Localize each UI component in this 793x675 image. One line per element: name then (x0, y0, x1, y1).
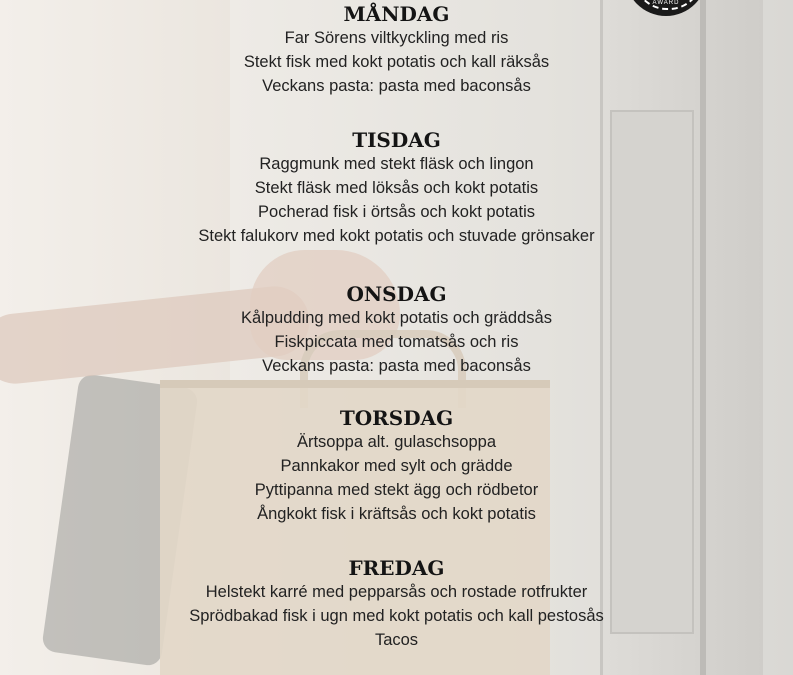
dish-item: Helstekt karré med pepparsås och rostade rotfrukter (205, 583, 588, 601)
day-title: TISDAG (352, 128, 441, 152)
dish-item: Veckans pasta: pasta med baconsås (262, 357, 531, 375)
day-title: ONSDAG (346, 282, 447, 306)
dish-item: Fiskpiccata med tomatsås och ris (274, 333, 519, 351)
dish-item: Tacos (374, 631, 419, 649)
dish-item: Stekt falukorv med kokt potatis och stuvade grönsaker (198, 227, 595, 245)
dish-item: Pocherad fisk i örtsås och kokt potatis (258, 203, 535, 221)
dish-item: Pyttipanna med stekt ägg och rödbetor (254, 481, 539, 499)
dish-item: Far Sörens viltkyckling med ris (284, 29, 509, 47)
day-section-tuesday (0, 128, 793, 248)
dish-item: Stekt fläsk med löksås och kokt potatis (254, 179, 539, 197)
dish-item: Sprödbakad fisk i ugn med kokt potatis och kall pestosås (189, 607, 604, 625)
day-title: FREDAG (348, 556, 445, 580)
dish-item: Pannkakor med sylt och grädde (280, 457, 513, 475)
day-section-friday (0, 556, 793, 652)
background-bag-fold (160, 380, 550, 388)
day-section-wednesday (0, 282, 793, 378)
day-title: MÅNDAG (343, 2, 450, 26)
day-section-thursday (0, 406, 793, 526)
day-title: TORSDAG (339, 406, 454, 430)
dish-item: Ångkokt fisk i kräftsås och kokt potatis (257, 505, 536, 523)
badge-text: AWARD (652, 0, 680, 6)
dish-item: Ärtsoppa alt. gulaschsoppa (296, 433, 497, 451)
dish-item: Stekt fisk med kokt potatis och kall räksås (243, 53, 550, 71)
day-section-monday (0, 2, 793, 98)
dish-item: Raggmunk med stekt fläsk och lingon (259, 155, 534, 173)
dish-item: Kålpudding med kokt potatis och gräddsås (241, 309, 552, 327)
dish-item: Veckans pasta: pasta med baconsås (262, 77, 531, 95)
